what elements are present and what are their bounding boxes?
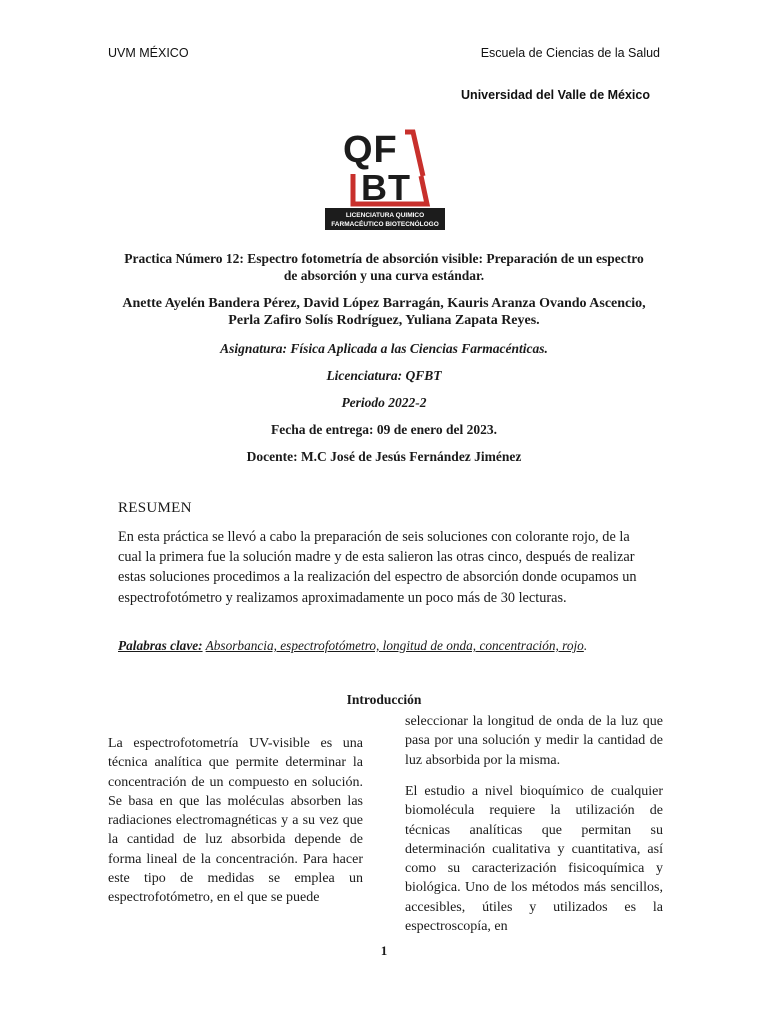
qfbt-logo (325, 124, 445, 230)
logo-letters-top: QF (343, 129, 398, 171)
keywords-end: . (583, 638, 588, 653)
abstract-text: En esta práctica se llevó a cabo la preparación de seis soluciones con colorante rojo, de la cual la primera fue la solución madre y de esta salieron las otras cinco, después de realizar estas soluciones procedimos a la realización del espectro de absorción donde ocupamos un espectrofotómetro y realizamos aproximadamente un poco más de 30 lecturas. (118, 529, 637, 606)
delivery-date: Fecha de entrega: 09 de enero del 2023. (271, 422, 497, 437)
document-title: Practica Número 12: Espectro fotometría de absorción visible: Preparación de un espectro de absorción y una curva estándar. (124, 251, 644, 283)
logo-caption-line1: LICENCIATURA QUIMICO (345, 212, 425, 219)
introduction-heading: Introducción (346, 692, 422, 707)
keywords-list: Absorbancia, espectrofotómetro, longitud de onda, concentración, rojo (205, 638, 584, 653)
abstract-heading: RESUMEN (118, 500, 192, 516)
logo-letters-bottom: BT (361, 167, 411, 208)
intro-right-paragraph-2: El estudio a nivel bioquímico de cualquier biomolécula requiere la utilización de técnicas analíticas que permitan su determinación cualitativa y cuantitativa, así como su caracterización fisicoquímica y biológica. Uno de los métodos más sencillos, accesibles, útiles y utilizados es la espectroscopía, en (405, 784, 663, 935)
header-university: Universidad del Valle de México (461, 88, 650, 102)
header-right: Escuela de Ciencias de la Salud (480, 46, 660, 60)
subject: Asignatura: Física Aplicada a las Ciencias Farmacénticas. (220, 341, 548, 356)
logo-caption-line2: FARMACÉUTICO BIOTECNÓLOGO (331, 221, 439, 228)
authors: Anette Ayelén Bandera Pérez, David López Barragán, Kauris Aranza Ovando Ascencio, Perla Zafiro Solís Rodríguez, Yuliana Zapata Reyes. (122, 296, 646, 328)
header-left: UVM MÉXICO (108, 46, 189, 60)
teacher: Docente: M.C José de Jesús Fernández Jiménez (246, 449, 522, 464)
intro-left-paragraph: La espectrofotometría UV-visible es una técnica analítica que permite determinar la concentración de un compuesto en solución. Se basa en que las moléculas absorben las radiaciones electromagnéticas y a su vez que la cantidad de luz absorbida depende de forma lineal de la concentración. Para hacer este tipo de medidas se emplea un espectrofotómetro, en el que se puede (108, 736, 363, 906)
degree: Licenciatura: QFBT (326, 368, 442, 383)
intro-right-paragraph-1: seleccionar la longitud de onda de la luz que pasa por una solución y medir la cantidad de luz absorbida por la misma. (405, 714, 663, 768)
keywords (118, 638, 652, 654)
page-number: 1 (380, 943, 388, 958)
period: Periodo 2022-2 (341, 395, 427, 410)
keywords-label: Palabras clave: (118, 638, 203, 653)
